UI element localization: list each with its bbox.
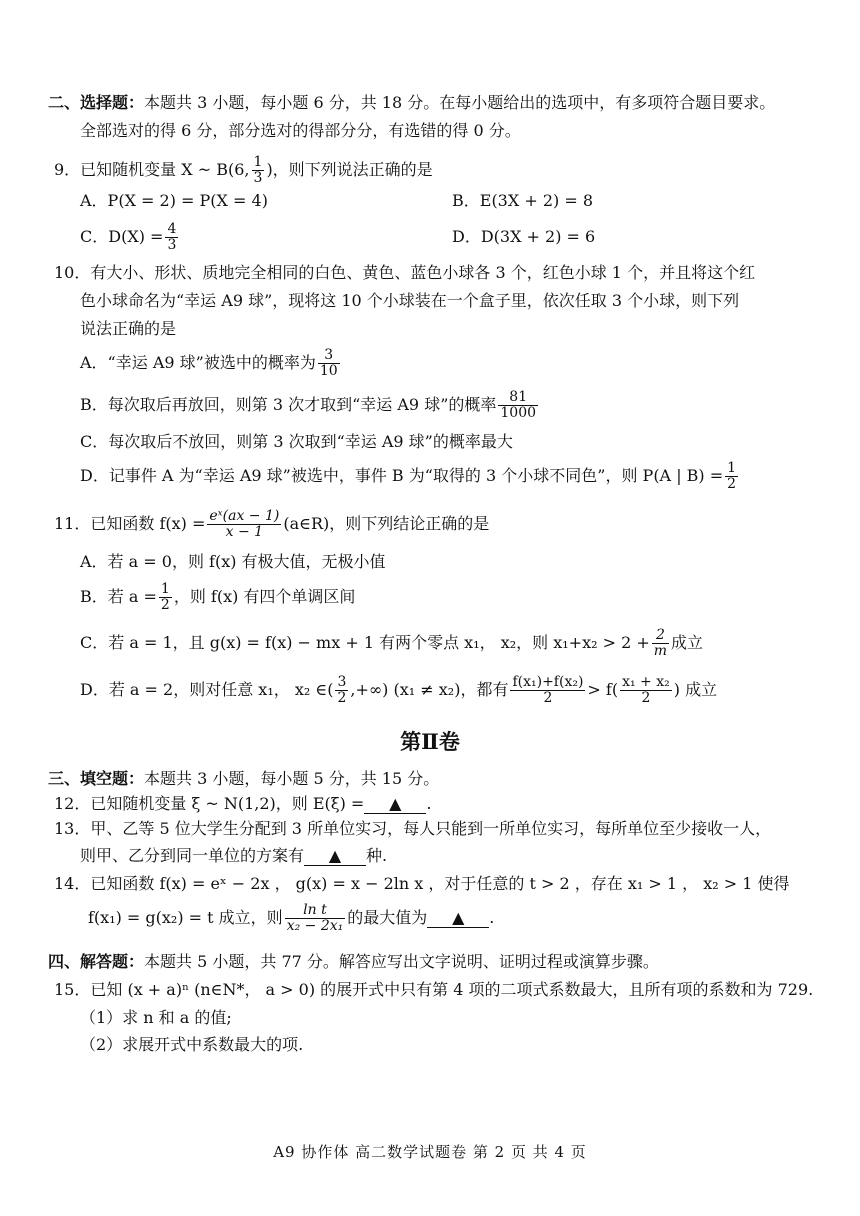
q10-b-den: 1000 <box>500 405 537 421</box>
q9-option-b: B．E(3X + 2) = 8 <box>452 191 594 210</box>
q14-text-post: 的最大值为 <box>347 908 428 927</box>
q13-answer-blank[interactable]: ▲ <box>304 847 366 866</box>
section-4-label: 四、解答题： <box>48 952 145 971</box>
q10-option-d <box>80 456 740 496</box>
q13-line1: 13．甲、乙等 5 位大学生分配到 3 所单位实习，每人只能到一所单位实习，每所单位至少接收一人， <box>54 819 772 838</box>
q11-option-d <box>80 670 717 710</box>
part-2-title: 第Ⅱ卷 <box>400 729 460 754</box>
q11-c-fraction <box>652 628 669 659</box>
section-2-heading <box>48 92 775 114</box>
q11-d2-num: f(x₁)+f(x₂) <box>512 674 584 690</box>
q11-option-b <box>80 578 355 616</box>
q14-line1: 14．已知函数 f(x) = eˣ − 2x ， g(x) = x − 2ln x ，对于任意的 t > 2 ，存在 x₁ > 1 ， x₂ > 1 使得 <box>54 874 790 893</box>
q14-frac-den: x₂ − 2x₁ <box>286 918 344 934</box>
q9-frac-den: 3 <box>253 170 263 186</box>
q11-c-den: m <box>653 643 668 659</box>
q11-d-mid: ,+∞) (x₁ ≠ x₂)，都有 <box>350 680 509 699</box>
question-9-stem <box>54 152 433 188</box>
q11-b-den: 2 <box>160 597 170 613</box>
section-3-label: 三、填空题： <box>48 769 145 788</box>
q10-d-den: 2 <box>727 476 737 492</box>
q15-part-2: （2）求展开式中系数最大的项. <box>80 1035 304 1054</box>
q11-b-post: ，则 f(x) 有四个单调区间 <box>173 587 356 606</box>
q11-d-mid2: > f( <box>587 680 619 699</box>
q10-b-pre: B．每次取后再放回，则第 3 次才取到“幸运 A9 球”的概率 <box>80 395 497 414</box>
q10-stem-line1: 10．有大小、形状、质地完全相同的白色、黄色、蓝色小球各 3 个，红色小球 1 个，并且将这个红 <box>54 263 756 282</box>
section-2-text-cont: 全部选对的得 6 分，部分选对的得部分分，有选错的得 0 分。 <box>80 121 521 140</box>
q14-fraction <box>285 903 346 934</box>
section-4-text: 本题共 5 小题，共 77 分。解答应写出文字说明、证明过程或演算步骤。 <box>144 952 659 971</box>
q9-option-c <box>80 219 180 255</box>
q13-text: 则甲、乙分到同一单位的方案有 <box>80 846 305 865</box>
q10-stem-line2: 色小球命名为“幸运 A9 球”，现将这 10 个小球装在一个盒子里，依次任取 3 个小球，则下列 <box>80 291 740 310</box>
q9-c-fraction <box>165 222 178 253</box>
q11-option-a: A．若 a = 0，则 f(x) 有极大值，无极小值 <box>80 552 386 571</box>
q11-d3-num: x₁ + x₂ <box>622 674 670 690</box>
q9-c-den: 3 <box>167 237 177 253</box>
q11-d-post: ) 成立 <box>673 680 718 699</box>
q9-fraction <box>252 155 265 186</box>
q10-option-c: C．每次取后不放回，则第 3 次取到“幸运 A9 球”的概率最大 <box>80 432 513 451</box>
section-4-heading <box>48 951 659 973</box>
q10-d-pre: D．记事件 A 为“幸运 A9 球”被选中，事件 B 为“取得的 3 个小球不同色”，则 P(A | B) = <box>80 466 724 485</box>
q10-a-den: 10 <box>319 363 338 379</box>
q11-stem-pre: 11．已知函数 f(x) = <box>54 514 206 533</box>
q11-stem-den: x − 1 <box>225 524 264 540</box>
q11-d-fraction1 <box>335 675 348 706</box>
q9-option-d: D．D(3X + 2) = 6 <box>452 227 596 246</box>
q10-d-num: 1 <box>727 460 737 476</box>
q11-d2-den: 2 <box>543 690 553 706</box>
q11-b-fraction <box>159 582 172 613</box>
q9-stem-pre: 9．已知随机变量 X ~ B(6, <box>54 160 250 179</box>
q9-stem-post: )，则下列说法正确的是 <box>266 160 433 179</box>
section-3-text: 本题共 3 小题，每小题 5 分，共 15 分。 <box>144 769 440 788</box>
q10-b-fraction <box>498 390 538 421</box>
q9-option-a: A．P(X = 2) = P(X = 4) <box>80 191 268 210</box>
q10-a-num: 3 <box>318 348 340 364</box>
q14-frac-num: ln t <box>285 903 346 919</box>
q11-option-c <box>80 624 703 662</box>
q11-stem-post: (a∈R)，则下列结论正确的是 <box>283 514 490 533</box>
q11-d3-den: 2 <box>641 690 651 706</box>
q11-d-fraction2 <box>510 675 585 706</box>
q10-a-pre: A．“幸运 A9 球”被选中的概率为 <box>80 353 316 372</box>
q9-c-pre: C．D(X) = <box>80 227 164 246</box>
q13-line2 <box>80 845 387 867</box>
q11-d-pre: D．若 a = 2，则对任意 x₁， x₂ ∈( <box>80 680 334 699</box>
q11-stem-fraction <box>207 509 281 540</box>
q12 <box>54 793 431 815</box>
q10-b-num: 81 <box>498 390 538 406</box>
q15-part-1: （1）求 n 和 a 的值; <box>80 1008 232 1027</box>
q11-stem-num: eˣ(ax − 1) <box>209 508 280 524</box>
q12-end: . <box>426 794 432 813</box>
q10-a-fraction <box>318 348 340 379</box>
section-2-label: 二、选择题： <box>48 93 145 112</box>
q15-stem: 15．已知 (x + a)ⁿ (n∈N*， a > 0) 的展开式中只有第 4 项的二项式系数最大，且所有项的系数和为 729. <box>54 980 814 999</box>
q11-c-num: 2 <box>652 628 669 644</box>
q11-c-post: 成立 <box>671 633 704 652</box>
q14-text: f(x₁) = g(x₂) = t 成立，则 <box>88 908 283 927</box>
q14-end: . <box>489 908 495 927</box>
q11-d1-den: 2 <box>337 690 347 706</box>
q9-frac-num: 1 <box>253 154 263 170</box>
section-3-heading <box>48 768 439 790</box>
page-footer: A9 协作体 高二数学试题卷 第 2 页 共 4 页 <box>273 1143 587 1161</box>
q10-stem-line3: 说法正确的是 <box>80 319 177 338</box>
q12-answer-blank[interactable]: ▲ <box>364 795 426 814</box>
q11-stem <box>54 504 489 544</box>
q10-option-b <box>80 386 540 424</box>
q11-b-num: 1 <box>160 581 170 597</box>
q12-text: 12．已知随机变量 ξ ~ N(1,2)，则 E(ξ) = <box>54 794 365 813</box>
q10-d-fraction <box>725 461 738 492</box>
q11-d1-num: 3 <box>337 674 347 690</box>
q9-c-num: 4 <box>167 221 177 237</box>
q11-c-pre: C．若 a = 1，且 g(x) = f(x) − mx + 1 有两个零点 x₁， x₂，则 x₁+x₂ > 2 + <box>80 633 650 652</box>
q13-end: 种. <box>366 846 388 865</box>
q14-line2 <box>88 898 494 938</box>
section-2-text: 本题共 3 小题，每小题 6 分，共 18 分。在每小题给出的选项中，有多项符合题目要求。 <box>144 93 776 112</box>
q14-answer-blank[interactable]: ▲ <box>427 909 489 928</box>
q11-b-pre: B．若 a = <box>80 587 157 606</box>
q10-option-a <box>80 344 342 382</box>
q11-d-fraction3 <box>620 675 672 706</box>
